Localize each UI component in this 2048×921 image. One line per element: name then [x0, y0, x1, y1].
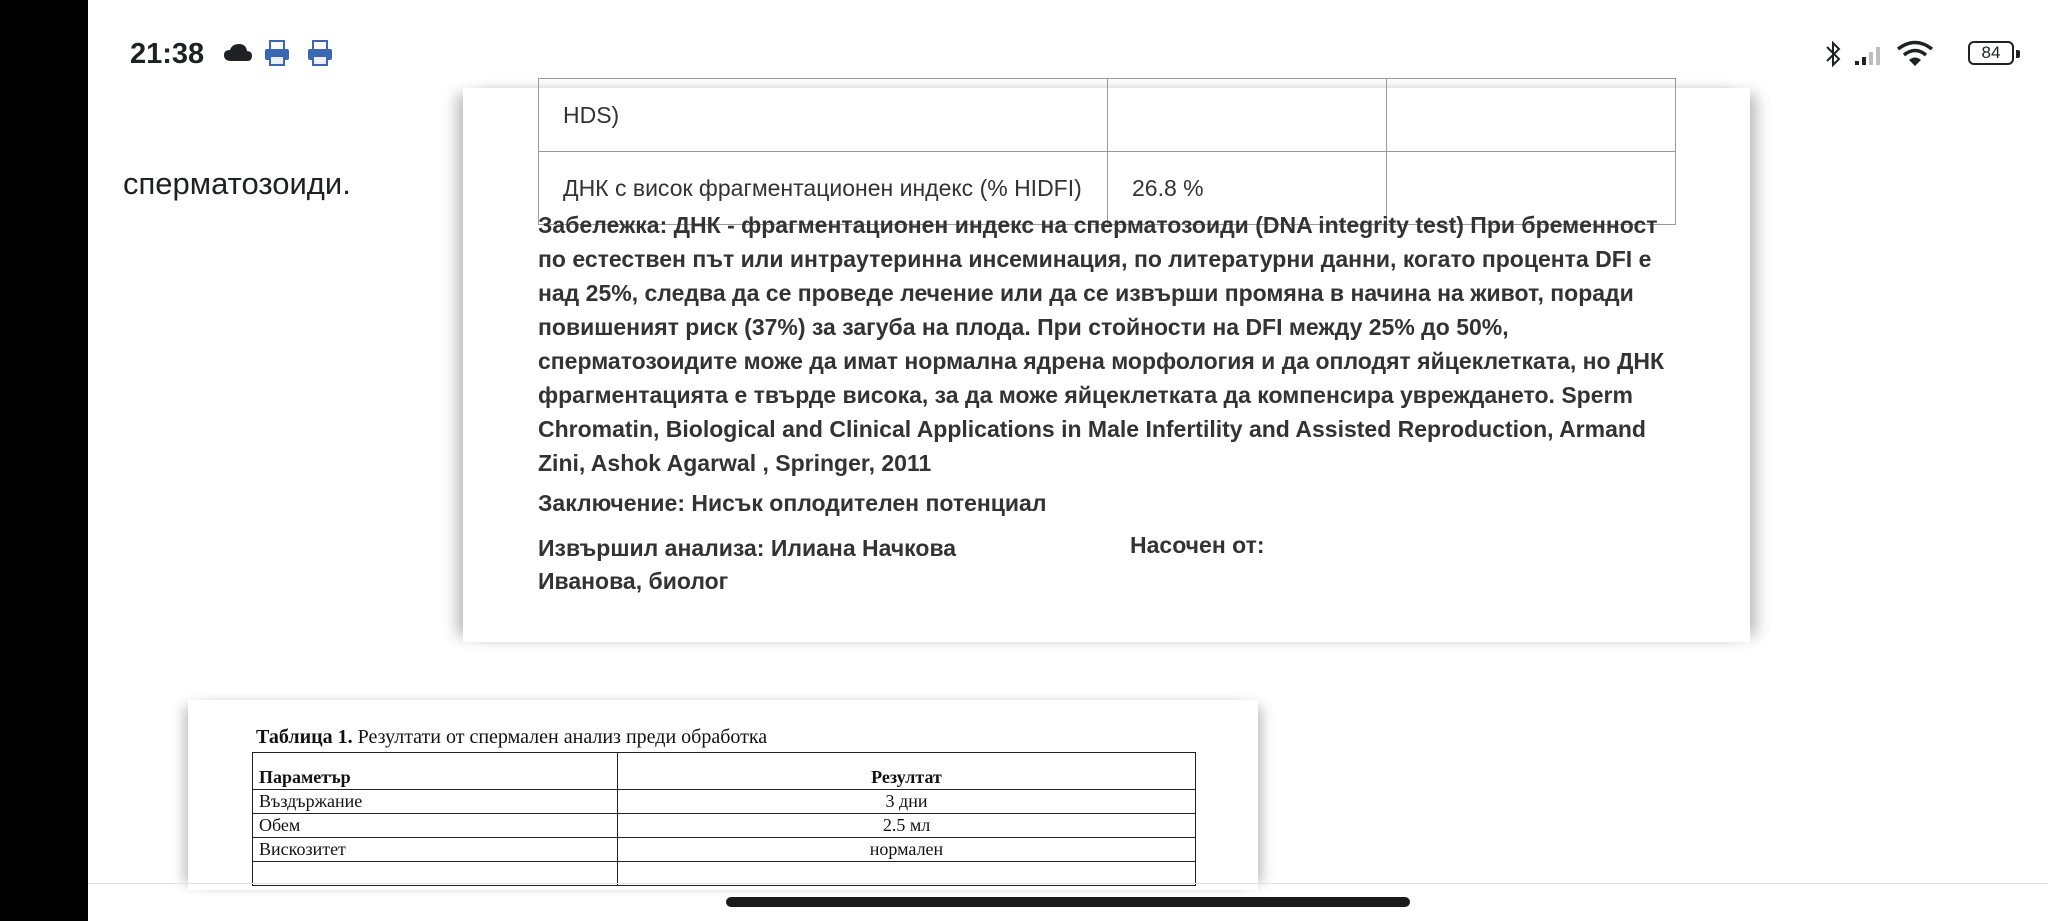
- table-row: [539, 79, 1676, 152]
- note-paragraph: Забележка: ДНК - фрагментационен индекс на сперматозоиди (DNA integrity test) При бременност по естествен път или интраутеринна инсеминация, по литературни данни, когато процента DFI е над 25%, следва да се проведе лечение или да се извърши промяна в начина на живот, поради повишеният риск (37%) за загуба на плода. При стойности на DFI между 25% до 50%, сперматозоидите може да имат нормална ядрена морфология и да оплодят яйцеклетката, но ДНК фрагментацията е твърде висока, за да може яйцеклетката да компенсира увреждането. Sperm Chromatin, Biological and Clinical Applications in Male Infertility and Assisted Reproduction, Armand Zini, Ashok Agarwal , Springer, 2011: [538, 212, 1665, 476]
- results-table: [538, 78, 1676, 225]
- table-cell-param: HDS): [539, 79, 1108, 152]
- signal-icon: [1854, 44, 1882, 66]
- conclusion: Заключение: Нисък оплодителен потенциал: [538, 490, 1047, 516]
- side-text-fragment: сперматозоиди.: [123, 166, 351, 201]
- status-time: 21:38: [130, 38, 205, 70]
- row-param: Обем: [253, 814, 618, 838]
- caption-label: Таблица 1.: [256, 726, 353, 748]
- row-result: нормален: [618, 838, 1196, 862]
- table-row: [253, 862, 1196, 886]
- row-result: 3 дни: [618, 790, 1196, 814]
- caption-text: Резултати от спермален анализ преди обработка: [352, 726, 768, 748]
- row-result: [618, 862, 1196, 886]
- status-right-icons: [1824, 38, 2014, 72]
- bluetooth-icon: [1824, 40, 1842, 68]
- battery-tip: [2016, 50, 2020, 58]
- printer-icon: [307, 40, 333, 66]
- table-cell-value: 26.8 %: [1108, 152, 1387, 225]
- semen-analysis-table: [252, 752, 1196, 886]
- referred-by: Насочен от:: [1130, 532, 1265, 558]
- printer-icon: [264, 40, 290, 66]
- performed-by: Извършил анализа: Илиана Начкова Иванова, биолог: [538, 535, 957, 594]
- table-row: [253, 790, 1196, 814]
- battery-indicator: 84: [1968, 41, 2014, 65]
- row-param: Вискозитет: [253, 838, 618, 862]
- nav-divider: [88, 883, 2048, 884]
- table-cell-value: [1108, 79, 1387, 152]
- table-cell-ref: [1387, 79, 1676, 152]
- scanned-page[interactable]: [188, 700, 1258, 890]
- wifi-icon: [1896, 40, 1934, 68]
- header-result: Резултат: [618, 753, 1196, 790]
- table-cell-param: ДНК с висок фрагментационен индекс (% HIDFI): [539, 152, 1108, 225]
- header-param: Параметър: [253, 753, 618, 790]
- table-caption: [256, 726, 767, 749]
- home-gesture-bar[interactable]: [726, 897, 1410, 907]
- row-param: Въздържание: [253, 790, 618, 814]
- row-param: [253, 862, 618, 886]
- status-bar: [88, 0, 2048, 88]
- table-row: [253, 814, 1196, 838]
- screen: [88, 0, 2048, 921]
- document-page[interactable]: [463, 88, 1750, 642]
- table-header-row: [253, 753, 1196, 790]
- table-row: [253, 838, 1196, 862]
- row-result: 2.5 мл: [618, 814, 1196, 838]
- cloud-icon: [223, 42, 253, 62]
